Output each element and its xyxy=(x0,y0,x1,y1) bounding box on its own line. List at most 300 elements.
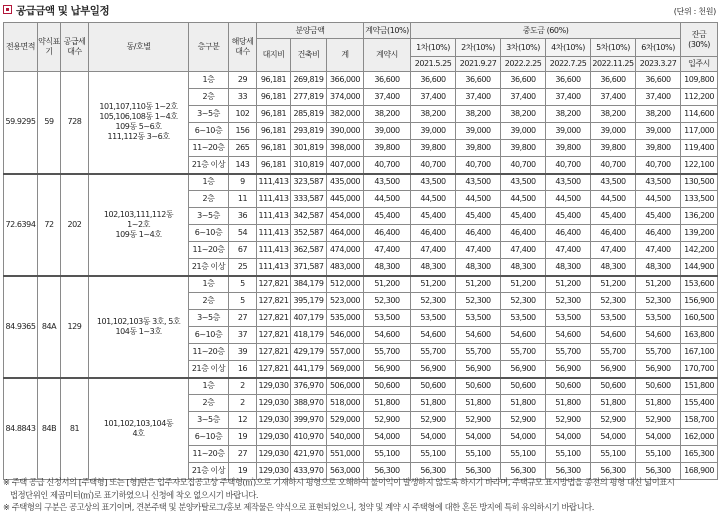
installment-1-cell: 44,500 xyxy=(411,191,456,208)
installment-4-cell: 51,800 xyxy=(546,395,591,412)
balance-cell: 142,200 xyxy=(681,242,718,259)
installment-6-cell: 56,300 xyxy=(636,463,681,480)
installment-2-cell: 54,600 xyxy=(456,327,501,344)
installment-5-cell: 53,500 xyxy=(591,310,636,327)
installment-2-cell: 48,300 xyxy=(456,259,501,276)
building-price-cell: 399,970 xyxy=(291,412,327,429)
households-cell: 2 xyxy=(229,378,257,395)
dong-ho-line: 101,102,103동 3호, 5호 xyxy=(96,316,181,326)
installment-6-cell: 51,800 xyxy=(636,395,681,412)
header-middle: 중도금 (60%) xyxy=(411,23,681,39)
installment-6-cell: 40,700 xyxy=(636,157,681,174)
households-cell: 5 xyxy=(229,293,257,310)
building-price-cell: 293,819 xyxy=(291,123,327,140)
floor-cell: 11~20층 xyxy=(189,344,229,361)
area-cell: 84.9365 xyxy=(4,276,38,378)
building-price-cell: 395,179 xyxy=(291,293,327,310)
installment-3-cell: 45,400 xyxy=(501,208,546,225)
floor-cell: 2층 xyxy=(189,395,229,412)
installment-5-cell: 45,400 xyxy=(591,208,636,225)
header-area: 전용면적 xyxy=(4,23,38,72)
installment-5-cell: 46,400 xyxy=(591,225,636,242)
installment-5-cell: 43,500 xyxy=(591,174,636,191)
land-price-cell: 111,413 xyxy=(257,174,291,191)
installment-1-cell: 55,700 xyxy=(411,344,456,361)
land-price-cell: 129,030 xyxy=(257,378,291,395)
households-cell: 25 xyxy=(229,259,257,276)
area-cell: 84.8843 xyxy=(4,378,38,480)
installment-3-cell: 51,800 xyxy=(501,395,546,412)
installment-5-cell: 38,200 xyxy=(591,106,636,123)
floor-cell: 2층 xyxy=(189,191,229,208)
installment-6-cell: 54,000 xyxy=(636,429,681,446)
installment-1-cell: 39,000 xyxy=(411,123,456,140)
dong-ho-line: 111,112동 3~6호 xyxy=(107,132,170,142)
floor-cell: 3~5층 xyxy=(189,208,229,225)
total-price-cell: 398,000 xyxy=(327,140,364,157)
contract-amount-cell: 51,200 xyxy=(364,276,411,293)
households-cell: 29 xyxy=(229,72,257,89)
households-cell: 19 xyxy=(229,463,257,480)
installment-3-cell: 38,200 xyxy=(501,106,546,123)
installment-4-cell: 51,200 xyxy=(546,276,591,293)
dong-ho-line: 101,102,103,104동 xyxy=(103,418,174,428)
land-price-cell: 129,030 xyxy=(257,412,291,429)
dong-ho-line: 4호 xyxy=(132,428,145,438)
table-row xyxy=(4,72,718,89)
installment-3-cell: 37,400 xyxy=(501,89,546,106)
floor-cell: 1층 xyxy=(189,378,229,395)
contract-amount-cell: 39,000 xyxy=(364,123,411,140)
total-price-cell: 374,000 xyxy=(327,89,364,106)
balance-cell: 156,900 xyxy=(681,293,718,310)
floor-cell: 6~10층 xyxy=(189,123,229,140)
dong-ho-cell xyxy=(89,276,189,378)
balance-cell: 114,600 xyxy=(681,106,718,123)
floor-cell: 21층 이상 xyxy=(189,259,229,276)
installment-4-cell: 56,300 xyxy=(546,463,591,480)
installment-4-cell: 54,600 xyxy=(546,327,591,344)
installment-1-cell: 45,400 xyxy=(411,208,456,225)
installment-4-cell: 52,900 xyxy=(546,412,591,429)
note-line: 법정단위인 제곱미터(㎡)로 표기하였으니 신청에 착오 없으시기 바랍니다. xyxy=(10,489,259,500)
installment-6-cell: 47,400 xyxy=(636,242,681,259)
installment-4-cell: 46,400 xyxy=(546,225,591,242)
installment-4-cell: 36,600 xyxy=(546,72,591,89)
households-cell: 2 xyxy=(229,395,257,412)
floor-cell: 1층 xyxy=(189,276,229,293)
floor-cell: 6~10층 xyxy=(189,225,229,242)
installment-6-cell: 36,600 xyxy=(636,72,681,89)
building-price-cell: 407,179 xyxy=(291,310,327,327)
balance-cell: 165,300 xyxy=(681,446,718,463)
header-installment-6: 6차(10%) xyxy=(636,39,681,57)
households-cell: 102 xyxy=(229,106,257,123)
table-row xyxy=(4,174,718,191)
installment-6-cell: 50,600 xyxy=(636,378,681,395)
floor-cell: 11~20층 xyxy=(189,140,229,157)
unit-label: (단위 : 천원) xyxy=(673,7,716,16)
header-installment-date-5: 2022.11.25 xyxy=(591,57,636,72)
balance-cell: 112,200 xyxy=(681,89,718,106)
land-price-cell: 127,821 xyxy=(257,276,291,293)
floor-cell: 1층 xyxy=(189,72,229,89)
installment-2-cell: 51,800 xyxy=(456,395,501,412)
installment-6-cell: 37,400 xyxy=(636,89,681,106)
households-cell: 9 xyxy=(229,174,257,191)
land-price-cell: 129,030 xyxy=(257,395,291,412)
installment-5-cell: 39,800 xyxy=(591,140,636,157)
installment-3-cell: 55,700 xyxy=(501,344,546,361)
balance-cell: 136,200 xyxy=(681,208,718,225)
installment-1-cell: 56,300 xyxy=(411,463,456,480)
total-price-cell: 535,000 xyxy=(327,310,364,327)
header xyxy=(0,0,720,22)
building-price-cell: 285,819 xyxy=(291,106,327,123)
total-price-cell: 512,000 xyxy=(327,276,364,293)
dong-ho-cell xyxy=(89,72,189,174)
area-cell: 72.6394 xyxy=(4,174,38,276)
contract-amount-cell: 51,800 xyxy=(364,395,411,412)
header-installment-date-4: 2022.7.25 xyxy=(546,57,591,72)
installment-2-cell: 55,700 xyxy=(456,344,501,361)
installment-5-cell: 47,400 xyxy=(591,242,636,259)
installment-3-cell: 47,400 xyxy=(501,242,546,259)
installment-2-cell: 55,100 xyxy=(456,446,501,463)
installment-1-cell: 47,400 xyxy=(411,242,456,259)
table-row xyxy=(4,276,718,293)
installment-3-cell: 53,500 xyxy=(501,310,546,327)
total-price-cell: 366,000 xyxy=(327,72,364,89)
type-cell: 59 xyxy=(38,72,61,174)
contract-amount-cell: 40,700 xyxy=(364,157,411,174)
installment-1-cell: 40,700 xyxy=(411,157,456,174)
households-cell: 36 xyxy=(229,208,257,225)
installment-6-cell: 43,500 xyxy=(636,174,681,191)
installment-1-cell: 54,000 xyxy=(411,429,456,446)
installment-2-cell: 36,600 xyxy=(456,72,501,89)
header-price: 분양금액 xyxy=(257,23,364,39)
installment-1-cell: 54,600 xyxy=(411,327,456,344)
installment-2-cell: 43,500 xyxy=(456,174,501,191)
installment-3-cell: 52,900 xyxy=(501,412,546,429)
balance-cell: 162,000 xyxy=(681,429,718,446)
households-cell: 11 xyxy=(229,191,257,208)
installment-2-cell: 44,500 xyxy=(456,191,501,208)
contract-amount-cell: 44,500 xyxy=(364,191,411,208)
section-title xyxy=(3,3,109,18)
installment-5-cell: 50,600 xyxy=(591,378,636,395)
households-cell: 156 xyxy=(229,123,257,140)
installment-3-cell: 39,800 xyxy=(501,140,546,157)
floor-cell: 11~20층 xyxy=(189,446,229,463)
installment-1-cell: 46,400 xyxy=(411,225,456,242)
section-title-text: 공급금액 및 납부일정 xyxy=(16,5,110,17)
total-price-cell: 435,000 xyxy=(327,174,364,191)
building-price-cell: 342,587 xyxy=(291,208,327,225)
balance-cell: 144,900 xyxy=(681,259,718,276)
dong-ho-line: 109동 1~4호 xyxy=(115,229,162,239)
building-price-cell: 277,819 xyxy=(291,89,327,106)
installment-2-cell: 46,400 xyxy=(456,225,501,242)
installment-3-cell: 36,600 xyxy=(501,72,546,89)
building-price-cell: 433,970 xyxy=(291,463,327,480)
land-price-cell: 96,181 xyxy=(257,106,291,123)
floor-cell: 3~5층 xyxy=(189,412,229,429)
installment-3-cell: 54,600 xyxy=(501,327,546,344)
installment-1-cell: 50,600 xyxy=(411,378,456,395)
households-cell: 27 xyxy=(229,310,257,327)
installment-4-cell: 54,000 xyxy=(546,429,591,446)
installment-1-cell: 51,800 xyxy=(411,395,456,412)
installment-1-cell: 38,200 xyxy=(411,106,456,123)
land-price-cell: 96,181 xyxy=(257,140,291,157)
households-cell: 37 xyxy=(229,327,257,344)
installment-1-cell: 52,900 xyxy=(411,412,456,429)
dong-ho-cell xyxy=(89,174,189,276)
installment-4-cell: 53,500 xyxy=(546,310,591,327)
bullet-square-icon xyxy=(3,5,12,14)
floor-cell: 3~5층 xyxy=(189,310,229,327)
type-cell: 84A xyxy=(38,276,61,378)
total-price-cell: 390,000 xyxy=(327,123,364,140)
land-price-cell: 111,413 xyxy=(257,225,291,242)
header-balance: 잔금(30%) xyxy=(681,23,718,57)
contract-amount-cell: 38,200 xyxy=(364,106,411,123)
contract-amount-cell: 54,600 xyxy=(364,327,411,344)
installment-6-cell: 55,700 xyxy=(636,344,681,361)
type-cell: 84B xyxy=(38,378,61,480)
building-price-cell: 333,587 xyxy=(291,191,327,208)
balance-cell: 130,500 xyxy=(681,174,718,191)
header-installment-1: 1차(10%) xyxy=(411,39,456,57)
total-price-cell: 557,000 xyxy=(327,344,364,361)
installment-6-cell: 52,300 xyxy=(636,293,681,310)
installment-6-cell: 39,800 xyxy=(636,140,681,157)
header-total: 계 xyxy=(327,39,364,72)
contract-amount-cell: 43,500 xyxy=(364,174,411,191)
installment-6-cell: 48,300 xyxy=(636,259,681,276)
installment-4-cell: 39,800 xyxy=(546,140,591,157)
balance-cell: 168,900 xyxy=(681,463,718,480)
floor-cell: 11~20층 xyxy=(189,242,229,259)
building-price-cell: 429,179 xyxy=(291,344,327,361)
header-type: 약식표기 xyxy=(38,23,61,72)
installment-5-cell: 54,600 xyxy=(591,327,636,344)
installment-1-cell: 53,500 xyxy=(411,310,456,327)
installment-6-cell: 55,100 xyxy=(636,446,681,463)
dong-ho-line: 105,106,108동 1~4호 xyxy=(99,112,178,122)
contract-amount-cell: 45,400 xyxy=(364,208,411,225)
installment-4-cell: 43,500 xyxy=(546,174,591,191)
note-line: ※ 주택형의 구분은 공고상의 표기이며, 견본주택 및 분양카탈로그/홍보 제작물은 약식으로 표현되었으니, 청약 및 계약 시 주택형에 대한 혼돈 방지에 특히 유의하시기 바랍니다. xyxy=(3,502,594,512)
balance-cell: 117,000 xyxy=(681,123,718,140)
installment-2-cell: 50,600 xyxy=(456,378,501,395)
contract-amount-cell: 52,900 xyxy=(364,412,411,429)
header-floor-group: 층구분 xyxy=(189,23,229,72)
installment-6-cell: 51,200 xyxy=(636,276,681,293)
contract-amount-cell: 36,600 xyxy=(364,72,411,89)
contract-amount-cell: 55,100 xyxy=(364,446,411,463)
building-price-cell: 269,819 xyxy=(291,72,327,89)
installment-3-cell: 43,500 xyxy=(501,174,546,191)
contract-amount-cell: 56,300 xyxy=(364,463,411,480)
installment-1-cell: 56,900 xyxy=(411,361,456,378)
land-price-cell: 127,821 xyxy=(257,293,291,310)
header-installment-date-1: 2021.5.25 xyxy=(411,57,456,72)
floor-cell: 1층 xyxy=(189,174,229,191)
dong-ho-line: 101,107,110동 1~2호 xyxy=(99,102,178,112)
dong-ho-cell xyxy=(89,378,189,480)
price-table xyxy=(3,22,718,480)
land-price-cell: 96,181 xyxy=(257,72,291,89)
installment-4-cell: 55,700 xyxy=(546,344,591,361)
floor-cell: 21층 이상 xyxy=(189,361,229,378)
balance-cell: 119,400 xyxy=(681,140,718,157)
balance-cell: 133,500 xyxy=(681,191,718,208)
installment-4-cell: 39,000 xyxy=(546,123,591,140)
installment-2-cell: 47,400 xyxy=(456,242,501,259)
price-table-body xyxy=(4,23,718,480)
installment-3-cell: 52,300 xyxy=(501,293,546,310)
header-units: 공급세대수 xyxy=(61,23,89,72)
installment-3-cell: 56,900 xyxy=(501,361,546,378)
installment-4-cell: 52,300 xyxy=(546,293,591,310)
land-price-cell: 96,181 xyxy=(257,123,291,140)
land-price-cell: 127,821 xyxy=(257,310,291,327)
installment-4-cell: 38,200 xyxy=(546,106,591,123)
land-price-cell: 96,181 xyxy=(257,89,291,106)
households-cell: 5 xyxy=(229,276,257,293)
total-price-cell: 540,000 xyxy=(327,429,364,446)
header-contract-date: 계약시 xyxy=(364,39,411,72)
floor-cell: 21층 이상 xyxy=(189,157,229,174)
units-cell: 81 xyxy=(61,378,89,480)
contract-amount-cell: 48,300 xyxy=(364,259,411,276)
installment-1-cell: 36,600 xyxy=(411,72,456,89)
header-installment-date-2: 2021.9.27 xyxy=(456,57,501,72)
header-building: 건축비 xyxy=(291,39,327,72)
installment-6-cell: 46,400 xyxy=(636,225,681,242)
installment-6-cell: 45,400 xyxy=(636,208,681,225)
land-price-cell: 127,821 xyxy=(257,361,291,378)
contract-amount-cell: 50,600 xyxy=(364,378,411,395)
land-price-cell: 129,030 xyxy=(257,429,291,446)
installment-2-cell: 56,300 xyxy=(456,463,501,480)
installment-2-cell: 39,800 xyxy=(456,140,501,157)
installment-5-cell: 56,300 xyxy=(591,463,636,480)
installment-3-cell: 54,000 xyxy=(501,429,546,446)
installment-3-cell: 40,700 xyxy=(501,157,546,174)
header-contract: 계약금(10%) xyxy=(364,23,411,39)
header-dong: 동/호별 xyxy=(89,23,189,72)
building-price-cell: 421,970 xyxy=(291,446,327,463)
installment-3-cell: 46,400 xyxy=(501,225,546,242)
land-price-cell: 129,030 xyxy=(257,446,291,463)
installment-4-cell: 40,700 xyxy=(546,157,591,174)
units-cell: 202 xyxy=(61,174,89,276)
contract-amount-cell: 52,300 xyxy=(364,293,411,310)
installment-2-cell: 54,000 xyxy=(456,429,501,446)
installment-2-cell: 56,900 xyxy=(456,361,501,378)
installment-1-cell: 51,200 xyxy=(411,276,456,293)
header-installment-3: 3차(10%) xyxy=(501,39,546,57)
installment-5-cell: 39,000 xyxy=(591,123,636,140)
installment-2-cell: 37,400 xyxy=(456,89,501,106)
installment-3-cell: 55,100 xyxy=(501,446,546,463)
total-price-cell: 407,000 xyxy=(327,157,364,174)
installment-4-cell: 37,400 xyxy=(546,89,591,106)
total-price-cell: 445,000 xyxy=(327,191,364,208)
installment-5-cell: 51,800 xyxy=(591,395,636,412)
table-row xyxy=(4,378,718,395)
total-price-cell: 474,000 xyxy=(327,242,364,259)
header-installment-date-3: 2022.2.25 xyxy=(501,57,546,72)
floor-cell: 2층 xyxy=(189,89,229,106)
installment-5-cell: 44,500 xyxy=(591,191,636,208)
installment-5-cell: 40,700 xyxy=(591,157,636,174)
total-price-cell: 569,000 xyxy=(327,361,364,378)
installment-5-cell: 36,600 xyxy=(591,72,636,89)
land-price-cell: 127,821 xyxy=(257,327,291,344)
building-price-cell: 371,587 xyxy=(291,259,327,276)
total-price-cell: 546,000 xyxy=(327,327,364,344)
total-price-cell: 563,000 xyxy=(327,463,364,480)
floor-cell: 6~10층 xyxy=(189,429,229,446)
balance-cell: 163,800 xyxy=(681,327,718,344)
total-price-cell: 483,000 xyxy=(327,259,364,276)
installment-2-cell: 38,200 xyxy=(456,106,501,123)
installment-5-cell: 37,400 xyxy=(591,89,636,106)
balance-cell: 158,700 xyxy=(681,412,718,429)
installment-3-cell: 44,500 xyxy=(501,191,546,208)
households-cell: 12 xyxy=(229,412,257,429)
installment-6-cell: 54,600 xyxy=(636,327,681,344)
installment-3-cell: 48,300 xyxy=(501,259,546,276)
contract-amount-cell: 39,800 xyxy=(364,140,411,157)
installment-1-cell: 43,500 xyxy=(411,174,456,191)
installment-1-cell: 55,100 xyxy=(411,446,456,463)
building-price-cell: 384,179 xyxy=(291,276,327,293)
land-price-cell: 127,821 xyxy=(257,344,291,361)
land-price-cell: 111,413 xyxy=(257,208,291,225)
note-line: ※ 주택 공급 신청서의 [주택형] 또는 [형]란은 입주자모집공고상 주택형(㎡)으로 기재하시 평형으로 오해하여 불이익이 발생하지 않도록 하시기 바라며, 주택규모 표시방법을 종전의 평형 대신 넓이표시 xyxy=(3,477,675,487)
total-price-cell: 529,000 xyxy=(327,412,364,429)
installment-2-cell: 40,700 xyxy=(456,157,501,174)
balance-cell: 170,700 xyxy=(681,361,718,378)
balance-cell: 122,100 xyxy=(681,157,718,174)
installment-2-cell: 53,500 xyxy=(456,310,501,327)
building-price-cell: 362,587 xyxy=(291,242,327,259)
dong-ho-line: 1~2호 xyxy=(127,219,150,229)
households-cell: 54 xyxy=(229,225,257,242)
installment-4-cell: 56,900 xyxy=(546,361,591,378)
notes xyxy=(3,476,717,514)
building-price-cell: 418,179 xyxy=(291,327,327,344)
header-households: 해당세대수 xyxy=(229,23,257,72)
households-cell: 265 xyxy=(229,140,257,157)
households-cell: 33 xyxy=(229,89,257,106)
installment-6-cell: 44,500 xyxy=(636,191,681,208)
dong-ho-line: 104동 1~3호 xyxy=(115,326,162,336)
installment-1-cell: 52,300 xyxy=(411,293,456,310)
contract-amount-cell: 47,400 xyxy=(364,242,411,259)
total-price-cell: 382,000 xyxy=(327,106,364,123)
installment-5-cell: 54,000 xyxy=(591,429,636,446)
units-cell: 728 xyxy=(61,72,89,174)
installment-5-cell: 51,200 xyxy=(591,276,636,293)
installment-2-cell: 45,400 xyxy=(456,208,501,225)
